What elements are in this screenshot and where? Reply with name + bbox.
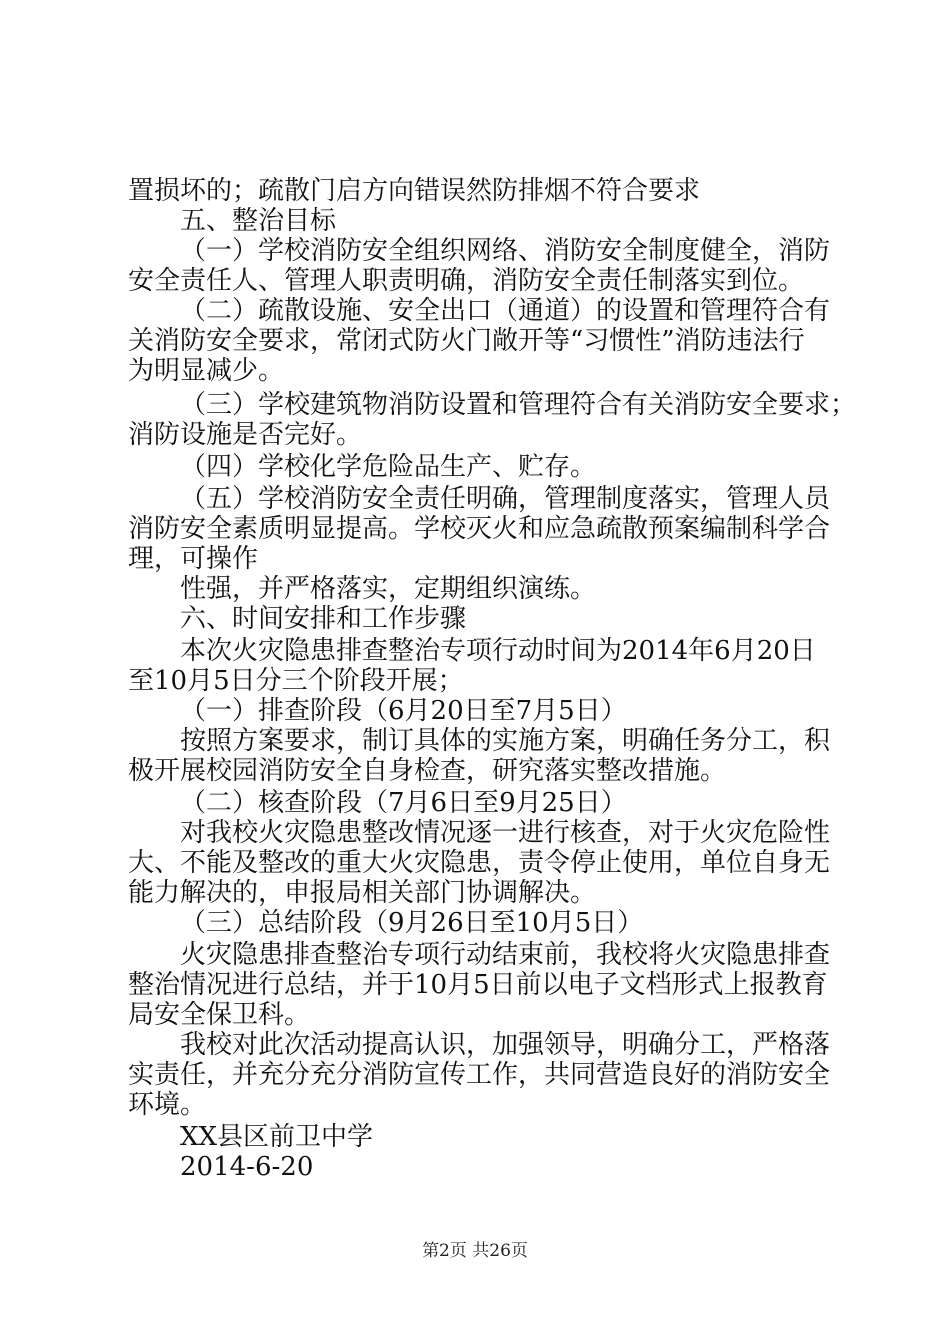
line-21: （二）核查阶段（7月6日至9月25日） [180, 788, 627, 818]
line-2: 五、整治目标 [180, 206, 337, 236]
line-14: 性强，并严格落实，定期组织演练。 [180, 574, 597, 604]
line-13: 理，可操作 [128, 544, 259, 574]
line-3: （一）学校消防安全组织网络、消防安全制度健全，消防 [180, 236, 831, 266]
line-1: 置损坏的；疏散门启方向错误然防排烟不符合要求 [128, 176, 701, 206]
line-28: 局安全保卫科。 [128, 1000, 311, 1030]
line-20: 极开展校园消防安全自身检查，研究落实整改措施。 [128, 756, 727, 786]
line-11: （五）学校消防安全责任明确，管理制度落实，管理人员 [180, 484, 831, 514]
signature-organization: XX县区前卫中学 [180, 1122, 374, 1152]
line-10: （四）学校化学危险品生产、贮存。 [180, 452, 597, 482]
line-18: （一）排查阶段（6月20日至7月5日） [180, 696, 627, 726]
line-17: 至10月5日分三个阶段开展； [128, 666, 464, 696]
line-22: 对我校火灾隐患整改情况逐一进行核查，对于火灾危险性 [180, 818, 831, 848]
line-16: 本次火灾隐患排查整治专项行动时间为2014年6月20日 [180, 636, 816, 666]
line-7: 为明显减少。 [128, 356, 285, 386]
line-27: 整治情况进行总结，并于10月5日前以电子文档形式上报教育 [128, 970, 828, 1000]
line-25: （三）总结阶段（9月26日至10月5日） [180, 908, 644, 938]
line-8: （三）学校建筑物消防设置和管理符合有关消防安全要求； [180, 390, 857, 420]
line-23: 大、不能及整改的重大火灾隐患，责令停止使用，单位自身无 [128, 848, 831, 878]
line-24: 能力解决的，申报局相关部门协调解决。 [128, 878, 597, 908]
signature-date: 2014-6-20 [180, 1152, 314, 1182]
line-15: 六、时间安排和工作步骤 [180, 604, 467, 634]
line-19: 按照方案要求，制订具体的实施方案，明确任务分工，积 [180, 726, 831, 756]
line-12: 消防安全素质明显提高。学校灭火和应急疏散预案编制科学合 [128, 514, 831, 544]
line-9: 消防设施是否完好。 [128, 420, 363, 450]
line-4: 安全责任人、管理人职责明确，消防安全责任制落实到位。 [128, 266, 805, 296]
page-number-footer: 第2页 共26页 [422, 1241, 528, 1261]
line-5: （二）疏散设施、安全出口（通道）的设置和管理符合有 [180, 296, 831, 326]
line-30: 实责任，并充分充分消防宣传工作，共同营造良好的消防安全 [128, 1060, 831, 1090]
line-26: 火灾隐患排查整治专项行动结束前，我校将火灾隐患排查 [180, 940, 831, 970]
line-6: 关消防安全要求，常闭式防火门敞开等“习惯性”消防违法行 [128, 326, 805, 356]
line-29: 我校对此次活动提高认识，加强领导，明确分工，严格落 [180, 1030, 831, 1060]
line-31: 环境。 [128, 1090, 207, 1120]
